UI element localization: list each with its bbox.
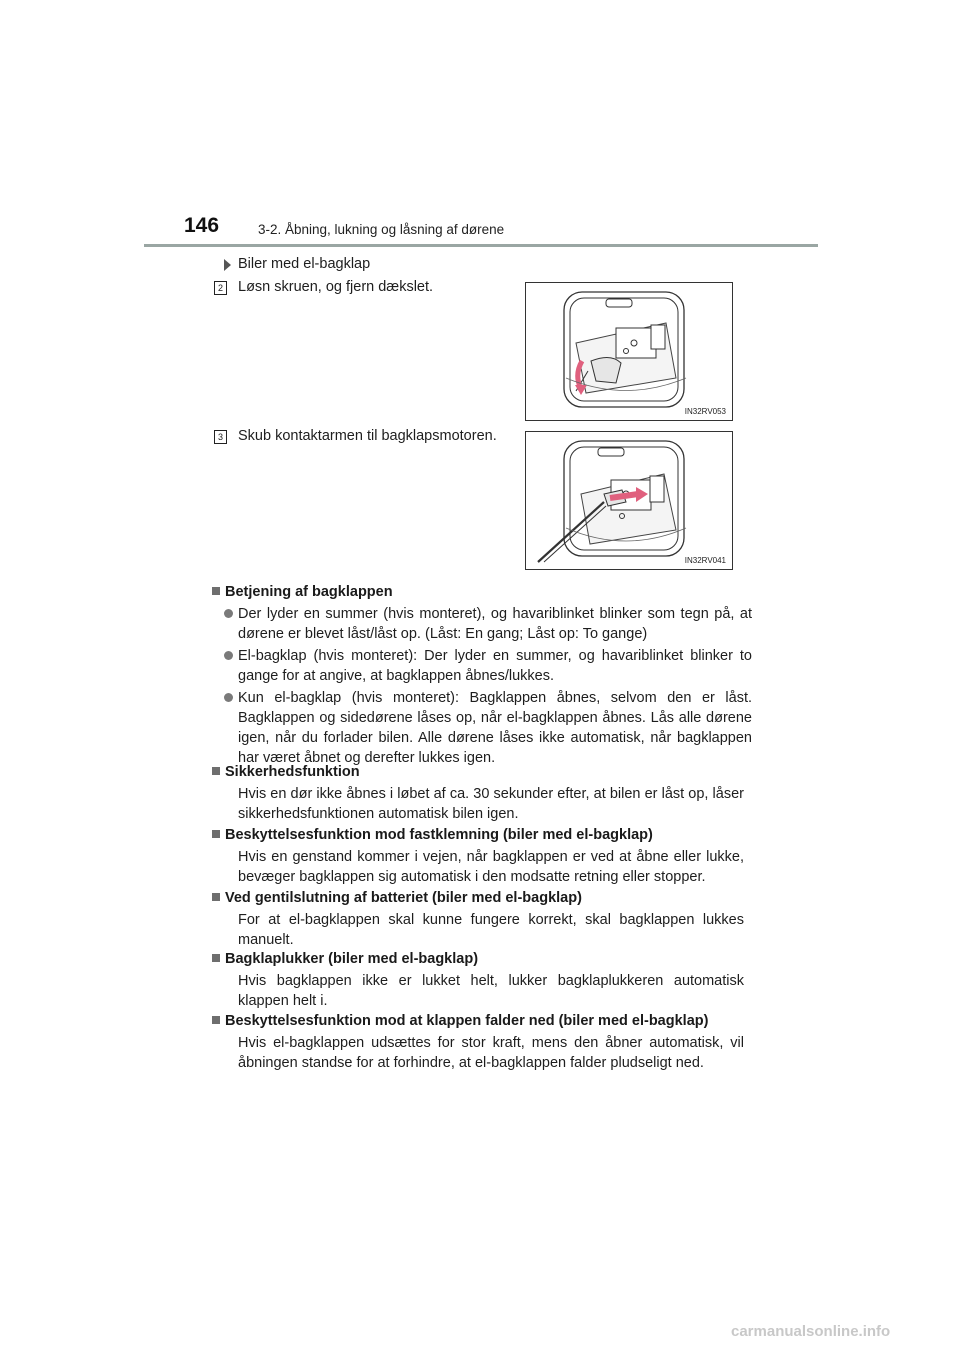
section-text: Hvis en dør ikke åbnes i løbet af ca. 30 sekunder efter, at bilen er låst op, låser sikkerhedsfunktionen automatisk bilen igen. xyxy=(238,786,744,822)
tailgate-motor-illustration xyxy=(526,432,732,569)
bullet-icon xyxy=(224,693,233,702)
figure-code: IN32RV041 xyxy=(684,556,726,565)
section-heading: Beskyttelsesfunktion mod fastklemning (biler med el-bagklap) xyxy=(212,825,653,845)
triangle-bullet-icon xyxy=(224,259,231,271)
section-heading: Beskyttelsesfunktion mod at klappen falder ned (biler med el-bagklap) xyxy=(212,1011,708,1031)
section-heading: Bagklaplukker (biler med el-bagklap) xyxy=(212,949,478,969)
section-heading: Ved gentilslutning af batteriet (biler med el-bagklap) xyxy=(212,888,582,908)
step-text: Skub kontaktarmen til bagklapsmotoren. xyxy=(238,428,497,444)
square-bullet-icon xyxy=(212,893,220,901)
figure-code: IN32RV053 xyxy=(684,407,726,416)
step-number-box: 3 xyxy=(214,430,227,444)
bullet-icon xyxy=(224,651,233,660)
square-bullet-icon xyxy=(212,830,220,838)
section-text: Hvis el-bagklappen udsættes for stor kraft, mens den åbner automatisk, vil åbningen standse for at forhindre, at el-bagklappen falder pludseligt ned. xyxy=(238,1035,744,1071)
square-bullet-icon xyxy=(212,587,220,595)
watermark: carmanualsonline.info xyxy=(731,1323,891,1340)
list-item: Kun el-bagklap (hvis monteret): Bagklappen åbnes, selvom den er låst. Bagklappen og sidedørene låses op, når el-bagklappen åbnes. Lås alle dørene igen, når du forlader bilen. Alle dørene låses ikke automatisk, når bagklappen har været åbnet og derefter lukkes igen. xyxy=(224,688,752,768)
list-item: El-bagklap (hvis monteret): Der lyder en summer, og havariblinket blinker to gange for at angive, at bagklappen åbnes/lukkes. xyxy=(224,646,752,686)
step-text: Løsn skruen, og fjern dækslet. xyxy=(238,279,434,295)
figure-remove-cover xyxy=(525,282,733,421)
page-number: 146 xyxy=(184,214,220,237)
square-bullet-icon xyxy=(212,954,220,962)
square-bullet-icon xyxy=(212,1016,220,1024)
bullet-icon xyxy=(224,609,233,618)
section-heading: Betjening af bagklappen xyxy=(212,582,393,602)
section-text: Hvis en genstand kommer i vejen, når bagklappen er ved at åbne eller lukke, bevæger bagklappen sig automatisk i den modsatte retning eller stopper. xyxy=(238,849,744,885)
figure-push-lever xyxy=(525,431,733,570)
square-bullet-icon xyxy=(212,767,220,775)
tailgate-cover-illustration xyxy=(526,283,732,420)
step-number-box: 2 xyxy=(214,281,227,295)
list-item: Der lyder en summer (hvis monteret), og havariblinket blinker som tegn på, at dørene er blevet låst/låst op. (Låst: En gang; Låst op: To gange) xyxy=(224,604,752,644)
section-title: 3-2. Åbning, lukning og låsning af dørene xyxy=(258,222,505,237)
subheading: Biler med el-bagklap xyxy=(238,256,371,272)
header-divider xyxy=(144,244,818,247)
section-text: For at el-bagklappen skal kunne fungere korrekt, skal bagklappen lukkes manuelt. xyxy=(238,912,744,948)
section-heading: Sikkerhedsfunktion xyxy=(212,762,360,782)
section-text: Hvis bagklappen ikke er lukket helt, lukker bagklaplukkeren automatisk klappen helt i. xyxy=(238,973,744,1009)
